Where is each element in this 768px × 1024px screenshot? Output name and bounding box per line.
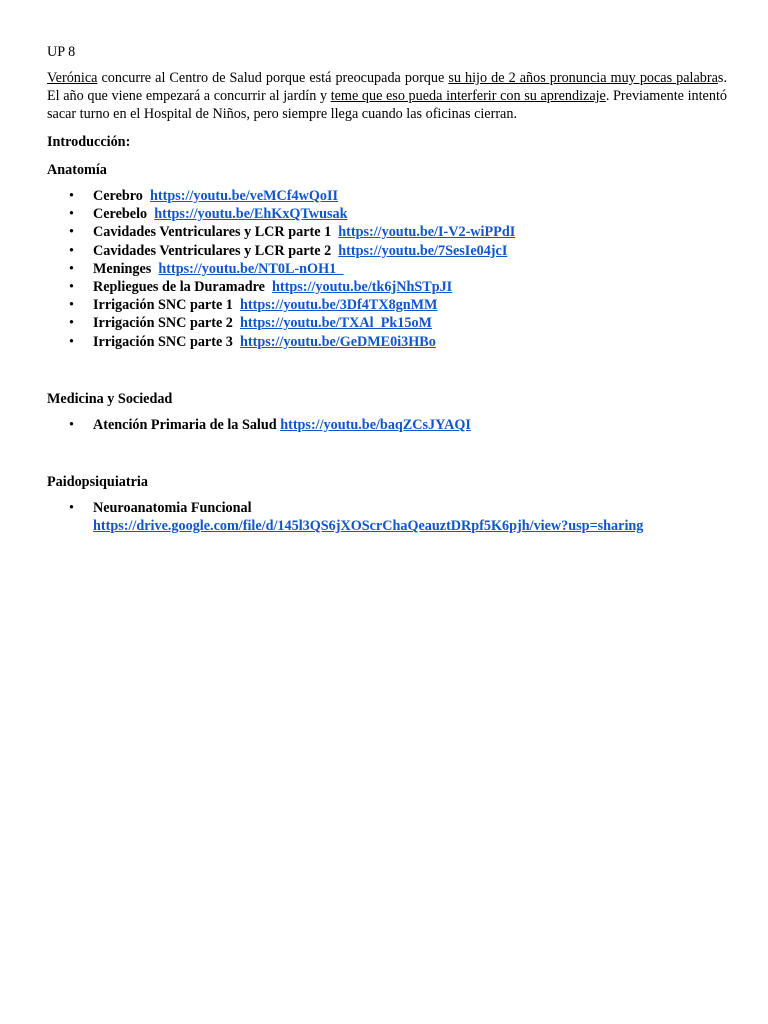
list-item bbox=[47, 205, 727, 223]
spacer bbox=[47, 434, 727, 463]
bullet-icon: • bbox=[69, 260, 74, 277]
intro-name: Verónica bbox=[47, 70, 98, 86]
list-item bbox=[47, 187, 727, 205]
list-item bbox=[47, 416, 727, 434]
medicina-link-list bbox=[47, 416, 727, 434]
video-link[interactable]: https://youtu.be/I-V2-wiPPdI bbox=[338, 224, 516, 241]
section-title-paidopsiquiatria: Paidopsiquiatria bbox=[47, 474, 148, 491]
bullet-icon: • bbox=[69, 315, 74, 332]
item-label: Irrigación SNC parte 1 bbox=[93, 297, 233, 314]
video-link[interactable]: https://youtu.be/tk6jNhSTpJI bbox=[272, 279, 453, 296]
intro-text-1: concurre al Centro de Salud porque está preocupada porque bbox=[97, 70, 449, 86]
introduccion-heading: Introducción: bbox=[47, 134, 131, 150]
document-title: UP 8 bbox=[47, 44, 76, 60]
section-title-medicina-sociedad: Medicina y Sociedad bbox=[47, 390, 173, 407]
video-link[interactable]: https://youtu.be/baqZCsJYAQI bbox=[280, 416, 471, 433]
intro-text-3: . Previamente intentó sacar turno en el Hospital de Niños, pero siempre llega cuando las oficinas cierran. bbox=[47, 88, 727, 122]
video-link[interactable]: https://youtu.be/veMCf4wQoII bbox=[150, 188, 338, 204]
video-link[interactable]: https://youtu.be/EhKxQTwusak bbox=[154, 206, 348, 223]
bullet-icon: • bbox=[69, 206, 74, 223]
bullet-icon: • bbox=[69, 333, 74, 350]
item-label: Repliegues de la Duramadre bbox=[93, 279, 265, 296]
bullet-icon: • bbox=[69, 242, 74, 259]
bullet-icon: • bbox=[69, 224, 74, 241]
list-item bbox=[47, 314, 727, 332]
bullet-icon: • bbox=[69, 297, 74, 314]
paidopsiquiatria-link-list bbox=[47, 499, 727, 535]
item-label: Neuroanatomia Funcional bbox=[93, 500, 252, 517]
document-page bbox=[47, 43, 727, 535]
intro-underlined-1: su hijo de 2 años pronuncia muy pocas palabra bbox=[448, 70, 718, 86]
drive-link[interactable]: https://drive.google.com/file/d/145l3QS6jXOScrChaQeauztDRpf5K6pjh/view?usp=sharing bbox=[93, 518, 644, 535]
list-item bbox=[47, 260, 727, 278]
video-link[interactable]: https://youtu.be/7SesIe04jcI bbox=[338, 242, 508, 259]
list-item bbox=[47, 499, 727, 535]
bullet-icon: • bbox=[69, 279, 74, 296]
intro-text-2: s. El año que viene empezará a concurrir al jardín y bbox=[47, 70, 727, 104]
item-label: Atención Primaria de la Salud bbox=[93, 416, 277, 433]
item-label: Irrigación SNC parte 2 bbox=[93, 315, 233, 332]
list-item bbox=[47, 242, 727, 260]
intro-paragraph bbox=[47, 69, 727, 123]
item-label: Irrigación SNC parte 3 bbox=[93, 333, 233, 350]
bullet-icon: • bbox=[69, 500, 74, 517]
bullet-icon: • bbox=[69, 188, 74, 204]
section-title-anatomia: Anatomía bbox=[47, 162, 107, 178]
item-label: Cerebelo bbox=[93, 206, 148, 223]
video-link[interactable]: https://youtu.be/NT0L-nOH1_ bbox=[158, 260, 344, 277]
video-link[interactable]: https://youtu.be/GeDME0i3HBo bbox=[239, 333, 436, 350]
item-label: Meninges bbox=[93, 260, 152, 277]
list-item bbox=[47, 296, 727, 314]
list-item bbox=[47, 333, 727, 351]
item-label: Cavidades Ventriculares y LCR parte 1 bbox=[93, 224, 332, 241]
video-link[interactable]: https://youtu.be/TXAl_Pk15oM bbox=[239, 315, 432, 332]
list-item bbox=[47, 278, 727, 296]
spacer bbox=[47, 351, 727, 380]
intro-underlined-2: teme que eso pueda interferir con su aprendizaje bbox=[330, 88, 606, 104]
bullet-icon: • bbox=[69, 416, 74, 433]
anatomia-link-list bbox=[47, 187, 727, 351]
item-label: Cerebro bbox=[93, 188, 143, 204]
list-item bbox=[47, 223, 727, 241]
item-label: Cavidades Ventriculares y LCR parte 2 bbox=[93, 242, 332, 259]
video-link[interactable]: https://youtu.be/3Df4TX8gnMM bbox=[239, 297, 438, 314]
